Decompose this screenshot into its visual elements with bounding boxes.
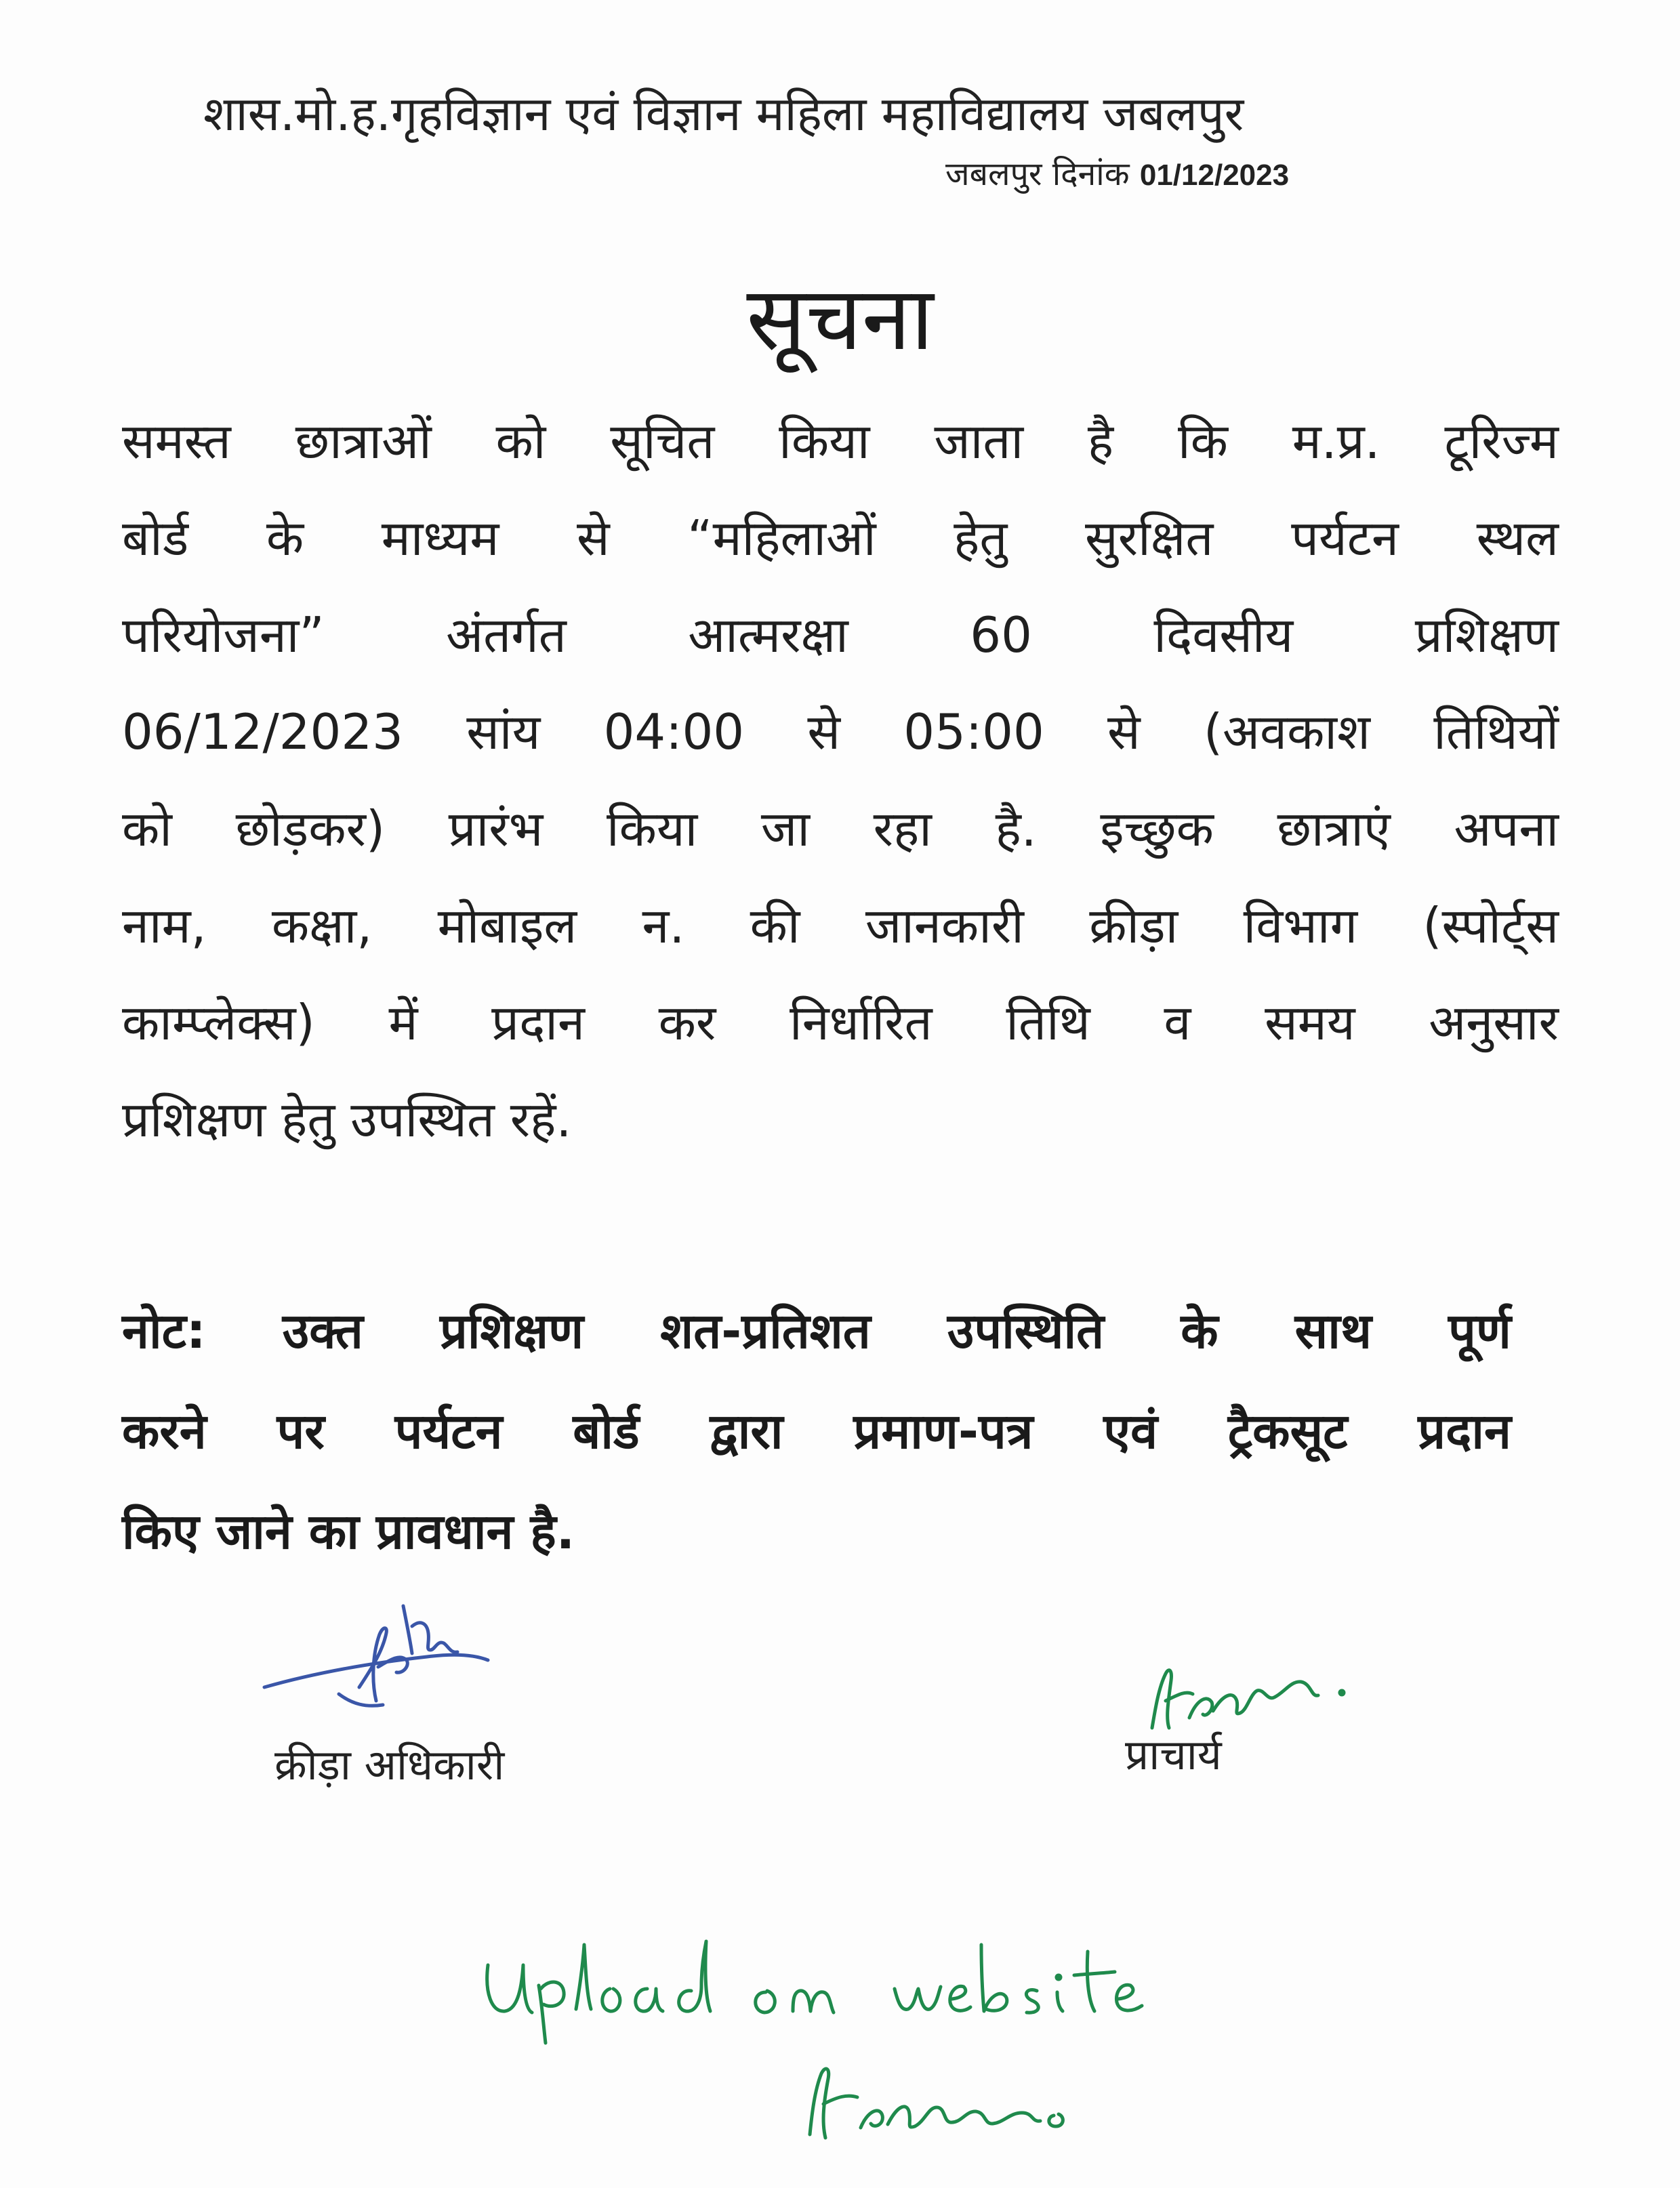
body-line: 06/12/2023 सांय 04:00 से 05:00 से (अवकाश तिथियों	[122, 703, 1559, 760]
body-line: को छोड़कर) प्रारंभ किया जा रहा है. इच्छुक छात्राएं अपना	[122, 800, 1559, 857]
body-line: समस्त छात्राओं को सूचित किया जाता है कि म.प्र. टूरिज्म	[122, 413, 1559, 470]
college-name: शास.मो.ह.गृहविज्ञान एवं विज्ञान महिला महाविद्यालय जबलपुर	[203, 86, 1244, 142]
sports-officer-signature	[258, 1586, 515, 1721]
date-prefix: जबलपुर दिनांक	[945, 155, 1130, 193]
notice-note	[122, 1281, 1511, 1582]
handwritten-signoff-signature	[793, 2053, 1098, 2148]
principal-label: प्राचार्य	[1125, 1730, 1222, 1779]
notice-body	[122, 393, 1559, 1168]
handwriting-icon	[474, 1924, 1288, 2046]
body-line: प्रशिक्षण हेतु उपस्थित रहें.	[122, 1091, 572, 1148]
body-line: बोर्ड के माध्यम से “महिलाओं हेतु सुरक्षित पर्यटन स्थल	[122, 510, 1559, 566]
note-line: नोट: उक्त प्रशिक्षण शत-प्रतिशत उपस्थिति के साथ पूर्ण	[122, 1302, 1511, 1359]
note-line: किए जाने का प्रावधान है.	[122, 1503, 575, 1560]
body-line: परियोजना” अंतर्गत आत्मरक्षा 60 दिवसीय प्रशिक्षण	[122, 606, 1559, 663]
sports-officer-label: क्रीड़ा अधिकारी	[274, 1740, 505, 1790]
notice-title: सूचना	[746, 267, 934, 370]
note-line: करने पर पर्यटन बोर्ड द्वारा प्रमाण-पत्र एवं ट्रैकसूट प्रदान	[122, 1403, 1511, 1460]
body-line: काम्प्लेक्स) में प्रदान कर निर्धारित तिथि व समय अनुसार	[122, 994, 1559, 1051]
signature-icon	[793, 2053, 1098, 2148]
date-value: 01/12/2023	[1139, 159, 1290, 192]
date-line	[945, 150, 1289, 199]
handwritten-upload-note	[474, 1924, 1288, 2046]
signature-icon	[258, 1586, 515, 1721]
body-line: नाम, कक्षा, मोबाइल न. की जानकारी क्रीड़ा विभाग (स्पोर्ट्स	[122, 897, 1559, 954]
